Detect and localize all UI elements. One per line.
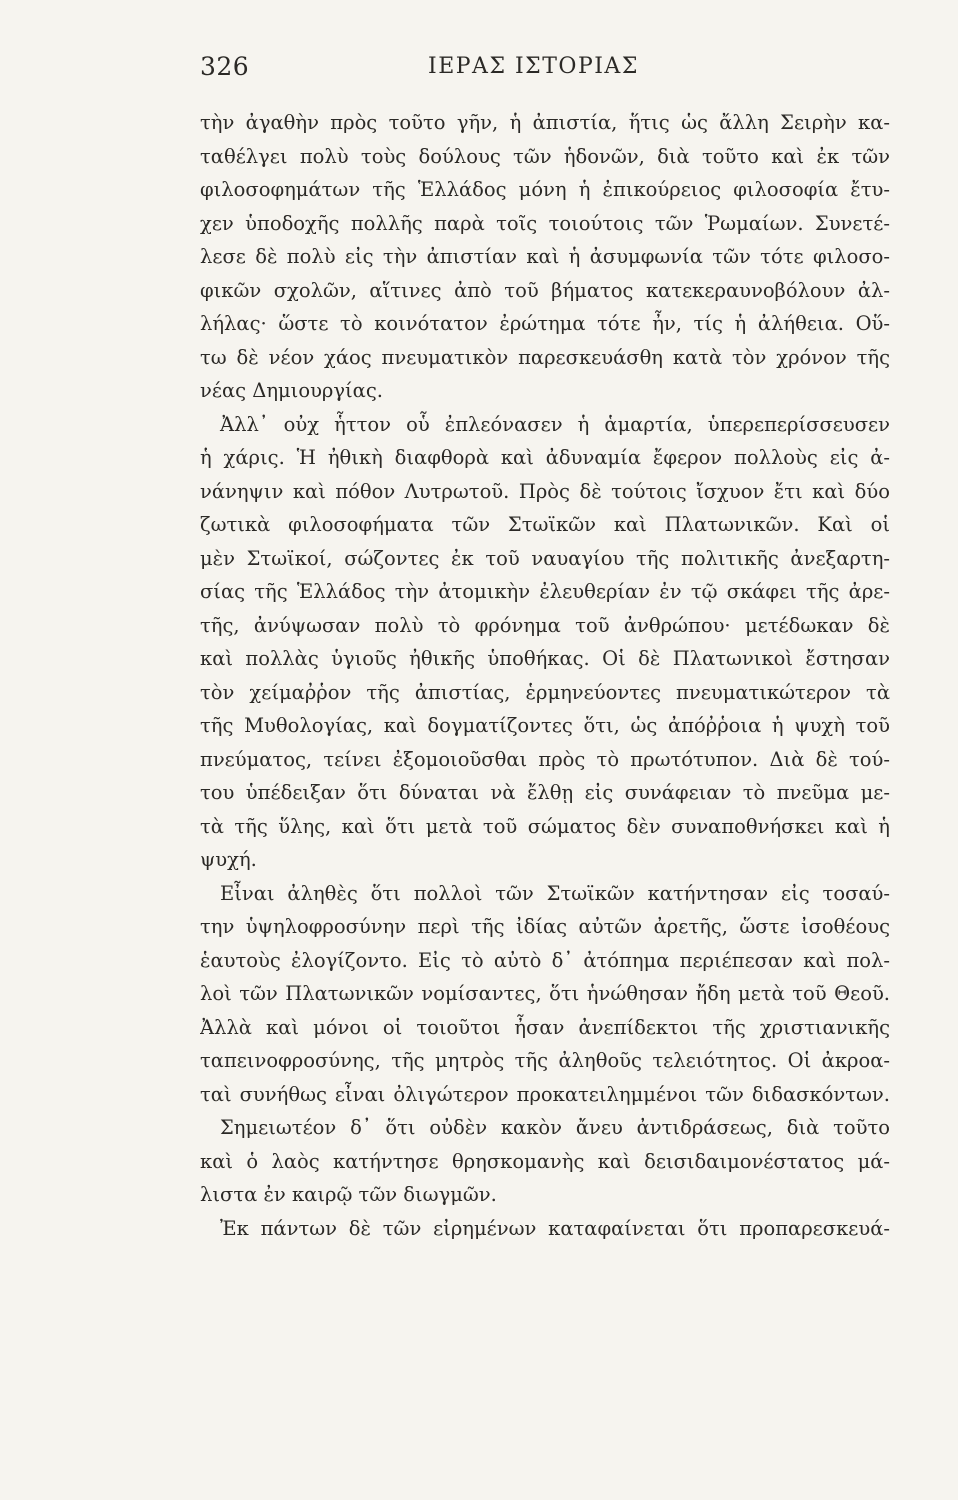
page-header	[200, 52, 890, 88]
text-line: λεσε δὲ πολὺ εἰς τὴν ἀπιστίαν καὶ ἡ ἀσυμφωνία τῶν τότε φιλοσο-	[200, 245, 890, 268]
text-line: νέας Δημιουργίας.	[200, 379, 383, 402]
text-line: Εἶναι ἀληθὲς ὅτι πολλοὶ τῶν Στωϊκῶν κατήντησαν εἰς τοσαύ-	[220, 881, 890, 905]
text-line: του ὑπέδειξαν ὅτι δύναται νὰ ἔλθῃ εἰς συνάφειαν τὸ πνεῦμα με-	[200, 781, 890, 804]
text-line: λήλας· ὥστε τὸ κοινότατον ἐρώτημα τότε ἦν, τίς ἡ ἀλήθεια. Οὕ-	[200, 312, 890, 335]
text-line: μὲν Στωϊκοί, σώζοντες ἐκ τοῦ ναυαγίου τῆς πολιτικῆς ἀνεξαρτη-	[200, 546, 890, 570]
text-line: ψυχή.	[200, 848, 257, 871]
running-head: ΙΕΡΑΣ ΙΣΤΟΡΙΑΣ	[428, 54, 639, 79]
text-line: τω δὲ νέον χάος πνευματικὸν παρεσκευάσθη κατὰ τὸν χρόνον τῆς	[200, 345, 890, 369]
text-line: πνεύματος, τείνει ἐξομοιοῦσθαι πρὸς τὸ πρωτότυπον. Διὰ δὲ τού-	[200, 747, 890, 771]
text-line: Ἀλλ᾽ οὐχ ἧττον οὗ ἐπλεόνασεν ἡ ἁμαρτία, ὑπερεπερίσσευσεν	[220, 412, 890, 436]
text-line: νάνηψιν καὶ πόθον Λυτρωτοῦ. Πρὸς δὲ τούτοις ἴσχυον ἔτι καὶ δύο	[200, 479, 890, 503]
body-text	[200, 106, 890, 1245]
text-line: ἑαυτοὺς ἐλογίζοντο. Εἰς τὸ αὐτὸ δ᾽ ἀτόπημα περιέπεσαν καὶ πολ-	[200, 948, 890, 972]
text-line: φικῶν σχολῶν, αἵτινες ἀπὸ τοῦ βήματος κατεκεραυνοβόλουν ἀλ-	[200, 278, 890, 302]
text-line: λοὶ τῶν Πλατωνικῶν νομίσαντες, ὅτι ἡνώθησαν ἤδη μετὰ τοῦ Θεοῦ.	[200, 982, 890, 1005]
text-line: τὸν χείμαῤῥον τῆς ἀπιστίας, ἑρμηνεύοντες πνευματικώτερον τὰ	[200, 680, 890, 704]
text-line: τῆς, ἀνύψωσαν πολὺ τὸ φρόνημα τοῦ ἀνθρώπου· μετέδωκαν δὲ	[200, 613, 890, 637]
text-line: Σημειωτέον δ᾽ ὅτι οὐδὲν κακὸν ἄνευ ἀντιδράσεως, διὰ τοῦτο	[220, 1116, 890, 1139]
text-line: χεν ὑποδοχῆς πολλῆς παρὰ τοῖς τοιούτοις τῶν Ῥωμαίων. Συνετέ-	[200, 211, 890, 235]
text-line: ταὶ συνήθως εἶναι ὀλιγώτερον προκατειλημμένοι τῶν διδασκόντων.	[200, 1082, 890, 1106]
text-line: την ὑψηλοφροσύνην περὶ τῆς ἰδίας αὐτῶν ἀρετῆς, ὥστε ἰσοθέους	[200, 915, 890, 938]
text-line: ταπεινοφροσύνης, τῆς μητρὸς τῆς ἀληθοῦς τελειότητος. Οἱ ἀκροα-	[200, 1049, 890, 1072]
text-line: τὰ τῆς ὕλης, καὶ ὅτι μετὰ τοῦ σώματος δὲν συναποθνήσκει καὶ ἡ	[200, 814, 890, 838]
text-line: τῆς Μυθολογίας, καὶ δογματίζοντες ὅτι, ὡς ἀπόῤῥοια ἡ ψυχὴ τοῦ	[200, 714, 890, 737]
text-line: σίας τῆς Ἑλλάδος τὴν ἀτομικὴν ἐλευθερίαν ἐν τῷ σκάφει τῆς ἀρε-	[200, 580, 890, 603]
page-number: 326	[200, 52, 250, 81]
text-line: ἡ χάρις. Ἡ ἠθικὴ διαφθορὰ καὶ ἀδυναμία ἔφερον πολλοὺς εἰς ἀ-	[200, 446, 890, 469]
text-line: τὴν ἀγαθὴν πρὸς τοῦτο γῆν, ἡ ἀπιστία, ἥτις ὡς ἄλλη Σειρὴν κα-	[200, 111, 890, 134]
text-line: καὶ ὁ λαὸς κατήντησε θρησκομανὴς καὶ δεισιδαιμονέστατος μά-	[200, 1149, 890, 1173]
text-line: καὶ πολλὰς ὑγιοῦς ἠθικῆς ὑποθήκας. Οἱ δὲ Πλατωνικοὶ ἔστησαν	[200, 647, 890, 670]
text-line: ζωτικὰ φιλοσοφήματα τῶν Στωϊκῶν καὶ Πλατωνικῶν. Καὶ οἱ	[200, 513, 890, 536]
text-line: Ἐκ πάντων δὲ τῶν εἰρημένων καταφαίνεται ὅτι προπαρεσκευά-	[220, 1216, 890, 1240]
text-line: λιστα ἐν καιρῷ τῶν διωγμῶν.	[200, 1183, 497, 1206]
text-line: Ἀλλὰ καὶ μόνοι οἱ τοιοῦτοι ἦσαν ἀνεπίδεκτοι τῆς χριστιανικῆς	[200, 1015, 890, 1039]
text-line: ταθέλγει πολὺ τοὺς δούλους τῶν ἡδονῶν, διὰ τοῦτο καὶ ἐκ τῶν	[200, 144, 890, 168]
text-line: φιλοσοφημάτων τῆς Ἑλλάδος μόνη ἡ ἐπικούρειος φιλοσοφία ἔτυ-	[200, 178, 890, 201]
